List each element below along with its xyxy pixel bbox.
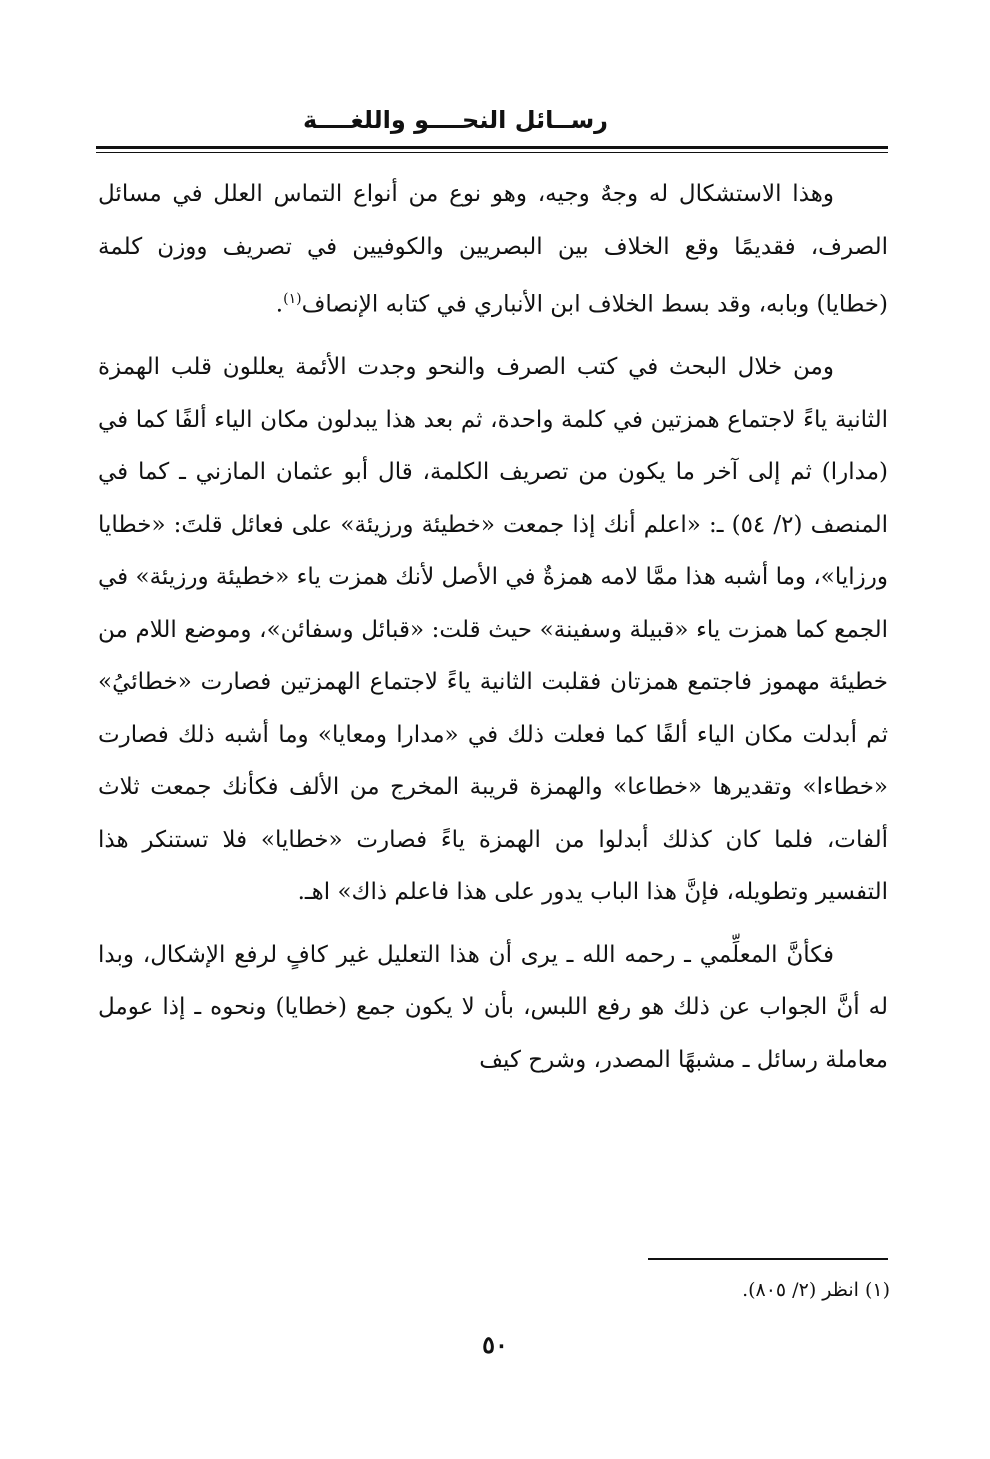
footnote: (١) انظر (٢/ ٨٠٥). [742,1279,890,1301]
paragraph-3-text: فكأنَّ المعلِّمي ـ رحمه الله ـ يرى أن هذا التعليل غير كافٍ لرفع الإشكال، وبدا له أنَّ الجواب عن ذلك هو رفع اللبس، بأن لا يكون جمع (خطايا) ونحوه ـ إذا عومل معاملة رسائل ـ مشبهًا المصدر، وشرح كيف [98,941,888,1073]
page-header [96,96,888,156]
paragraph-2 [98,341,888,919]
body-text [98,168,888,1096]
paragraph-1-text: وهذا الاستشكال له وجهٌ وجيه، وهو نوع من أنواع التماس العلل في مسائل الصرف، فقديمًا وقع الخلاف بين البصريين والكوفيين في تصريف ووزن كلمة (خطايا) وبابه، وقد بسط الخلاف ابن الأنباري في كتابه الإنصاف [98,181,888,318]
header-rule-thin [96,152,888,153]
paragraph-3 [98,929,888,1087]
running-header-title: رســائل النحــــو واللغــــة [302,106,608,134]
paragraph-1-tail: . [275,291,284,318]
paragraph-2-text: ومن خلال البحث في كتب الصرف والنحو وجدت الأئمة يعللون قلب الهمزة الثانية ياءً لاجتماع همزتين في كلمة واحدة، ثم بعد هذا يبدلون مكان الياء ألفًا كما في (مدارا) ثم إلى آخر ما يكون من تصريف الكلمة، قال أبو عثمان المازني ـ كما في المنصف (٢/ ٥٤) ـ: «اعلم أنك إذا جمعت «خطيئة ورزيئة» على فعائل قلتَ: «خطايا ورزايا»، وما أشبه هذا ممَّا لامه همزةٌ في الأصل لأنك همزت ياء «خطيئة ورزيئة» في الجمع كما همزت ياء «قبيلة وسفينة» حيث قلت: «قبائل وسفائن»، وموضع اللام من خطيئة مهموز فاجتمع همزتان فقلبت الثانية ياءً لاجتماع الهمزتين فصارت «خطائيُ» ثم أبدلت مكان الياء ألفًا كما فعلت ذلك في «مدارا ومعايا» وما أشبه ذلك فصارت «خطاءا» وتقديرها «خطاعا» والهمزة قريبة المخرج من الألف فكأنك جمعت ثلاث ألفات، فلما كان كذلك أبدلوا من الهمزة ياءً فصارت «خطايا» فلا تستنكر هذا التفسير وتطويله، فإنَّ هذا الباب يدور على هذا فاعلم ذاك» اهـ. [98,354,889,906]
page-number: ٥٠ [482,1330,508,1359]
paragraph-1 [98,168,888,331]
footnote-reference: (١) [283,291,302,307]
footnote-separator [648,1258,888,1260]
header-rule-thick [96,146,888,149]
